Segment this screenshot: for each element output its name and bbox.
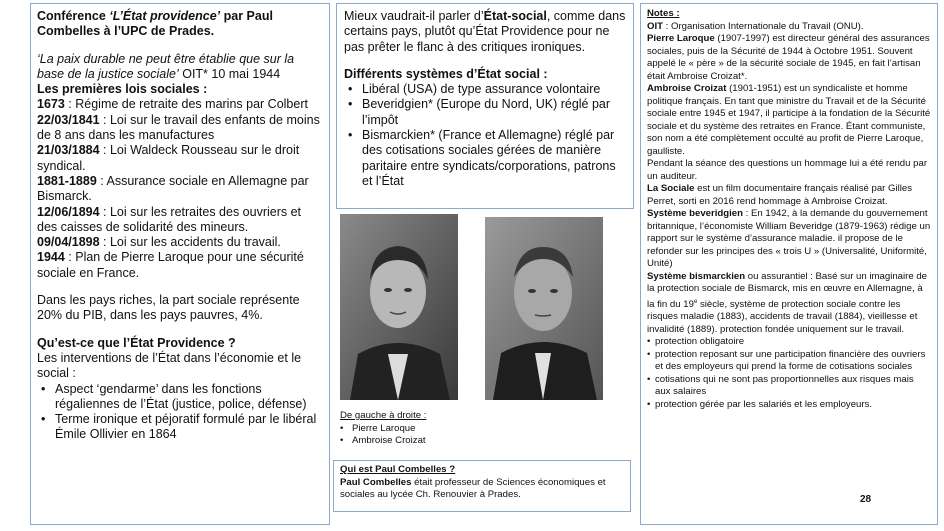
laws-heading: Les premières lois sociales : [37, 82, 208, 97]
list-item: • Beveridgien* (Europe du Nord, UK) réglé par l’impôt [344, 97, 626, 128]
list-item: • protection gérée par les salariés et les employeurs. [647, 399, 931, 412]
page-number: 28 [860, 494, 872, 505]
law-item: 09/04/1898 : Loi sur les accidents du travail. [37, 235, 281, 250]
note-laroque: Pierre Laroque (1907-1997) est directeur général des assurances sociales, puis de la Sécurité de 1944 à Octobre 1951. Souvent appelé le « père » de la sécurité sociale de 1945, en fait l’artisan était Ambroise Croizat*. [647, 33, 930, 82]
notes-panel [640, 3, 938, 525]
law-item: 21/03/1884 : Loi Waldeck Rousseau sur le droit syndical. [37, 143, 300, 173]
law-item: 1944 : Plan de Pierre Laroque pour une sécurité sociale en France. [37, 250, 304, 280]
conference-title: Conférence ‘L’État providence’ par Paul Combelles à l’UPC de Prades. [37, 9, 273, 39]
portraits [340, 214, 630, 402]
list-item: • Terme ironique et péjoratif formulé par le libéral Émile Ollivier en 1864 [37, 412, 323, 443]
social-state-panel [336, 3, 634, 209]
social-state-intro: Mieux vaudrait-il parler d’État-social, comme dans certains pays, plutôt qu’État Providence pour ne pas prêter le flanc à des critiques ironiques. [344, 9, 626, 54]
portrait-pierre-laroque [340, 214, 458, 400]
notes-heading: Notes : [647, 8, 680, 19]
pib-text: Dans les pays riches, la part sociale représente 20% du PIB, dans les pays pauvres, 4%. [37, 293, 300, 323]
list-item: • Bismarckien* (France et Allemagne) réglé par des cotisations sociales gérées de manière paritaire entre syndicats/corporations, patrons et l’État [344, 128, 626, 189]
who-heading: Qui est Paul Combelles ? [340, 464, 456, 475]
quote: ‘La paix durable ne peut être établie que sur la base de la justice sociale’ OIT* 10 mai 1944 [37, 51, 295, 81]
law-item: 22/03/1841 : Loi sur le travail des enfants de moins de 8 ans dans les manufactures [37, 112, 320, 143]
systems-list [344, 82, 626, 189]
who-text: Paul Combelles était professeur de Sciences économiques et sociales au lycée Ch. Renouvier à Prades. [340, 476, 606, 500]
question-heading: Qu’est-ce que l’État Providence ? [37, 335, 236, 350]
law-item: 1881-1889 : Assurance sociale en Allemagne par Bismarck. [37, 173, 309, 204]
caption-list [340, 423, 490, 448]
note-croizat: Ambroise Croizat (1901-1951) est un syndicaliste et homme politique français. En tant que ministre du Travail et de la Sécurité sociale entre 1945 et 1947, il participe à la fondation de la Sécurité sociale et du système des retraites en France. Étant communiste, son nom a été complètement occulté au profit de Pierre Laroque, gaulliste. [647, 83, 931, 157]
who-is-combelles-panel [333, 460, 631, 512]
conference-panel [30, 3, 330, 525]
laws-list [37, 97, 323, 281]
list-item: • protection reposant sur une participation financière des ouvriers et des employeurs qui prend la forme de cotisations sociales [647, 349, 931, 374]
list-item: • Pierre Laroque [340, 423, 490, 436]
note-oit: OIT : Organisation Internationale du Travail (ONU). [647, 20, 864, 32]
question-intro: Les interventions de l’État dans l’économie et le social : [37, 350, 302, 381]
list-item: • Libéral (USA) de type assurance volontaire [344, 82, 626, 97]
law-item: 12/06/1894 : Loi sur les retraites des ouvriers et des caisses de solidarité des mineurs. [37, 204, 302, 234]
question-list [37, 382, 323, 443]
list-item: • Aspect ‘gendarme’ dans les fonctions régaliennes de l’État (justice, police, défense) [37, 382, 323, 413]
list-item: • Ambroise Croizat [340, 435, 490, 448]
law-item: 1673 : Régime de retraite des marins par Colbert [37, 97, 308, 112]
note-la-sociale: La Sociale est un film documentaire français réalisé par Gilles Perret, sorti en 2016 rend hommage à Ambroise Croizat. [647, 183, 913, 207]
portrait-ambroise-croizat [485, 217, 603, 400]
caption-heading: De gauche à droite : [340, 410, 427, 421]
note-beveridgien: Système beveridgien : En 1942, à la demande du gouvernement britannique, l’économiste William Beveridge (1879-1963) rédige un rapport sur le système d’assurance maladie. il propose de le refonder sur les principes des « trois U » (Universalité, Uniformité, Unité) [647, 208, 931, 269]
list-item: • cotisations qui ne sont pas proportionnelles aux risques mais aux salaires [647, 374, 931, 399]
note-bismarckien: Système bismarckien ou assurantiel : Basé sur un imaginaire de la protection sociale de Bismarck, mis en œuvre en Allemagne, à la fin du 19e siècle, système de protection sociale contre les risques maladie (1883), accidents de travail (1884), vieillesse et invalidité (1889). protection fondée uniquement sur le travail. [647, 270, 927, 335]
photo-caption [340, 410, 490, 448]
systems-heading: Différents systèmes d’État social : [344, 66, 548, 81]
bismarck-list [647, 336, 931, 411]
list-item: • protection obligatoire [647, 336, 931, 349]
note-seance: Pendant la séance des questions un hommage lui a été rendu par un auditeur. [647, 158, 928, 182]
